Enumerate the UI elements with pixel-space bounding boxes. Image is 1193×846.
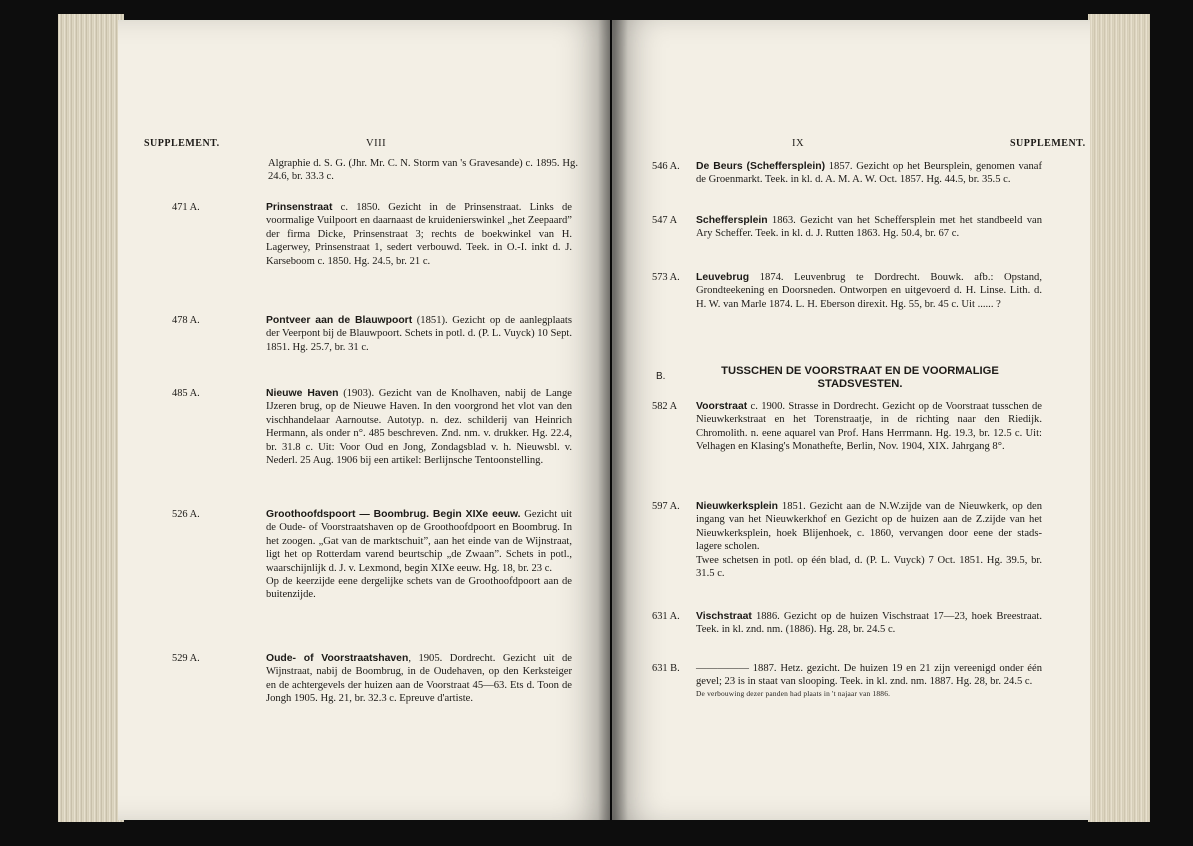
entry-title: ————— <box>696 663 749 674</box>
entry-title: Nieuwe Haven <box>266 388 339 399</box>
entry-title: Pontveer aan de Blauwpoort <box>266 315 413 326</box>
left-page-number: VIII <box>366 138 387 149</box>
entry-text: c. 1850. Gezicht in de Prinsenstraat. Links de voormalige Vuilpoort en daarnaast de kruidenierswinkel „het Zeepaard” der firma Dicke, Prinsenstraat 3; rechts de boekwinkel van H. Lagerwey, Prinsenstraat 1, sedert verbouwd. Teek. in O.-I. inkt d. J. Karseboom c. 1850. Hg. 24.5, br. 21 c. <box>266 202 572 267</box>
entry-body <box>696 500 1042 580</box>
section-title: TUSSCHEN DE VOORSTRAAT EN DE VOORMALIGE STADSVESTEN. <box>721 365 999 390</box>
continuation-body: Algraphie d. S. G. (Jhr. Mr. C. N. Storm van 's Gravesande) c. 1895. Hg. 24.6, br. 33.3 c. <box>268 158 578 183</box>
entry-number: 573 A. <box>652 272 680 283</box>
entry-title: Leuvebrug <box>696 272 750 283</box>
entry-text-2: Twee schetsen in potl. op één blad, d. (P. L. Vuyck) 7 Oct. 1851. Hg. 39.5, br. 31.5 c. <box>696 554 1042 580</box>
entry-number: 546 A. <box>652 161 680 172</box>
entry-number: 526 A. <box>172 509 200 520</box>
entry-number: 529 A. <box>172 653 200 664</box>
right-page <box>612 20 1090 820</box>
entry-body <box>696 610 1042 637</box>
entry-number: 478 A. <box>172 315 200 326</box>
entry-text-2: Op de keerzijde eene dergelijke schets van de Groothoofdpoort aan de buitenzijde. <box>266 576 572 601</box>
section-letter: B. <box>656 371 666 382</box>
entry-title: Nieuwkerksplein <box>696 501 779 512</box>
entry-number: 597 A. <box>652 501 680 512</box>
entry-body <box>696 214 1042 241</box>
entry-text: 1857. Gezicht op het Beursplein, genomen vanaf de Groenmarkt. Teek. in kl. d. A. M. A. W. Oct. 1857. Hg. 44.5, br. 35.5 c. <box>696 161 1042 186</box>
entry-body <box>266 201 572 268</box>
entry-body <box>696 271 1042 311</box>
right-page-number: IX <box>792 138 805 149</box>
entry-number: 631 A. <box>652 611 680 622</box>
entry-text: c. 1900. Strasse in Dordrecht. Gezicht op de Voorstraat tusschen de Nieuwkerkstraat en het Torenstraatje, in de richting naar den Riedijk. Chromolith. n. eene aquarel van Prof. Hans Herrmann. Hg. 19.3, br. 12.5 c. Uit: Velhagen en Klasing's Monathefte, Berlin, Nov. 1904, XIX. Jahrgang 8°. <box>696 401 1042 453</box>
entry-text: , 1905. Dordrecht. Gezicht uit de Wijnstraat, nabij de Boombrug, in de Oudehaven, op den Kerksteiger en de achtergevels der huizen aan de Voorstraat 45—63. Ets d. Toon de Jongh 1905. Hg. 21, br. 32.3 c. Epreuve d'artiste. <box>266 653 572 705</box>
entry-number: 582 A <box>652 401 678 412</box>
book-gutter <box>598 20 628 820</box>
entry-title: De Beurs (Scheffersplein) <box>696 161 826 172</box>
entry-title: Scheffersplein <box>696 215 768 226</box>
footnote: De verbouwing dezer panden had plaats in 't najaar van 1886. <box>696 688 891 698</box>
entry-body <box>696 400 1042 454</box>
entry-number: 471 A. <box>172 202 200 213</box>
entry-number: 631 B. <box>652 663 680 674</box>
entry-title: Prinsenstraat <box>266 202 333 213</box>
entry-body <box>266 387 572 467</box>
entry-title: Voorstraat <box>696 401 748 412</box>
entry-text: 1874. Leuvenbrug te Dordrecht. Bouwk. afb.: Opstand, Grondteekening en Doorsneden. Ontworpen en uitgevoerd d. H. Linse. Lith. d. H. W. van Marle 1874. L. H. Eberson direxit. Hg. 55, br. 45 c. Uit ...... ? <box>696 272 1042 310</box>
entry-body <box>266 652 572 706</box>
entry-title: Groothoofdspoort — Boombrug. Begin XIXe eeuw. <box>266 509 521 520</box>
page-edges-right <box>1088 14 1150 822</box>
entry-text: Gezicht uit de Oude- of Voorstraatshaven op de Groothoofdpoort en Boombrug. In het zoogen. „Gat van de marktschuit”, aan het einde van de Wijnstraat, ligt het op Rotterdam varend beurtschip „de Zwaan”. Schets in potl., waarschijnlijk d. J. v. Lexmond, begin XIXe eeuw. Hg. 18, br. 23 c. <box>266 509 572 574</box>
entry-text: 1886. Gezicht op de huizen Vischstraat 17—23, hoek Breestraat. Teek. in kl. znd. nm. (1886). Hg. 28, br. 24.5 c. <box>696 611 1042 636</box>
right-running-head: SUPPLEMENT. <box>1010 138 1086 149</box>
entry-number: 547 A <box>652 215 678 226</box>
left-running-head: SUPPLEMENT. <box>144 138 220 149</box>
entry-title: Oude- of Voorstraatshaven <box>266 653 409 664</box>
entry-text: 1863. Gezicht van het Scheffersplein met het standbeeld van Ary Scheffer. Teek. in kl. d. J. Rutten 1863. Hg. 50.4, br. 67 c. <box>696 215 1042 240</box>
entry-text: (1903). Gezicht van de Knolhaven, nabij de Lange IJzeren brug, op de Nieuwe Haven. In den voorgrond het vlot van den vischhandelaar Aarnoutse. Autotyp. n. dez. schilderij van Heinrich Hermann, als onder n°. 485 beschreven. Znd. nm. v. drukker. Hg. 22.4, br. 31.8 c. Uit: Voor Oud en Jong, Zondagsblad v. h. Nieuwsbl. v. Nederl. 25 Aug. 1906 bij een artikel: Berlijnsche Tentoonstelling. <box>266 388 572 467</box>
left-page <box>118 20 610 820</box>
entry-text: 1851. Gezicht aan de N.W.zijde van de Nieuwkerk, op den ingang van het Nieuwkerkhof en Gezicht op de huizen aan de Z.zijde van het Nieuwkerksplein, hoek Blijenhoek, c. 1860, vervangen door eene der stads-lagere scholen. <box>696 501 1042 553</box>
entry-body <box>696 160 1042 187</box>
entry-body <box>266 314 572 354</box>
entry-title: Vischstraat <box>696 611 752 622</box>
page-edges-left <box>58 14 124 822</box>
entry-body <box>266 508 572 602</box>
entry-number: 485 A. <box>172 388 200 399</box>
entry-text: 1887. Hetz. gezicht. De huizen 19 en 21 zijn vereenigd onder één gevel; 23 is in staat van slooping. Teek. in kl. znd. nm. 1887. Hg. 28, br. 24.5 c. <box>696 663 1042 688</box>
entry-text: (1851). Gezicht op de aanlegplaats der Veerpont bij de Blauwpoort. Schets in potl. d. (P. L. Vuyck) 10 Sept. 1851. Hg. 25.7, br. 31 c. <box>266 315 572 353</box>
entry-body <box>696 662 1042 698</box>
